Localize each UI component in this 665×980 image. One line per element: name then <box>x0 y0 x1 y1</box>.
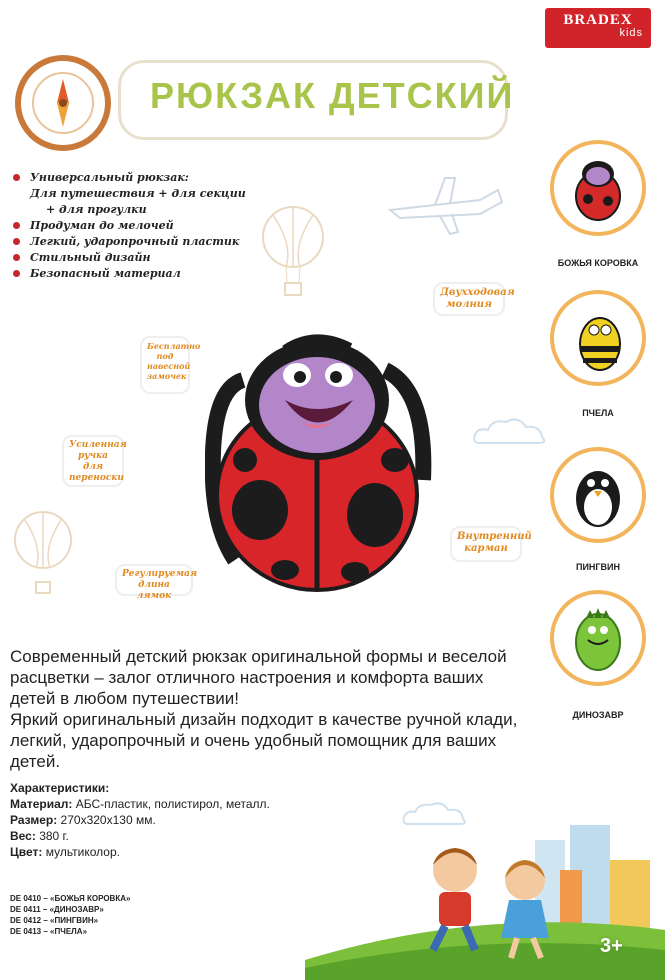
list-item: Безопасный материал <box>10 266 330 282</box>
brand-name: BRADEX <box>563 12 633 28</box>
specifications <box>10 780 340 860</box>
page-title: РЮКЗАК ДЕТСКИЙ <box>150 75 515 116</box>
spec-material: Материал: АБС-пластик, полистирол, металл. <box>10 797 270 811</box>
airplane-icon <box>380 170 510 240</box>
code-item: DE 0411 – «ДИНОЗАВР» <box>10 905 104 914</box>
variant-label: ПЧЕЛА <box>582 408 614 418</box>
description-paragraph: Современный детский рюкзак оригинальной формы и веселой расцветки – залог отличного настроения и комфорта ваших детей в любом путешествии! <box>10 647 507 708</box>
description <box>10 646 530 772</box>
brand-logo <box>545 8 651 48</box>
variant-label: ДИНОЗАВР <box>572 710 624 720</box>
ladybug-backpack <box>205 330 435 595</box>
variant-label: ПИНГВИН <box>575 562 620 572</box>
callout-straps: Регулируемая длина лямок <box>115 564 193 596</box>
list-item: + для прогулки <box>46 203 147 216</box>
callout-handle: Усиленная ручка для переноски <box>62 435 124 487</box>
variant-bee[interactable] <box>550 290 646 386</box>
specs-heading: Характеристики: <box>10 781 110 795</box>
balloon-icon <box>258 205 328 300</box>
spec-weight: Вес: 380 г. <box>10 829 69 843</box>
product-codes <box>10 893 210 937</box>
callout-pocket: Внутренний карман <box>450 526 522 562</box>
list-item: Для путешествия + для секции <box>30 187 246 200</box>
callout-lock: Бесплатно под навесной замочек <box>140 336 190 394</box>
balloon-icon <box>8 510 78 600</box>
code-item: DE 0410 – «БОЖЬЯ КОРОВКА» <box>10 894 131 903</box>
cloud-icon <box>470 415 550 449</box>
description-paragraph: Яркий оригинальный дизайн подходит в качестве ручной клади, легкий, ударопрочный и очень удобный помощник для ваших детей. <box>10 710 518 771</box>
list-item: Продуман до мелочей <box>10 218 330 234</box>
variant-ladybug[interactable] <box>550 140 646 236</box>
code-item: DE 0412 – «ПИНГВИН» <box>10 916 99 925</box>
compass-icon <box>15 55 111 151</box>
list-item: Универсальный рюкзак: <box>10 170 330 186</box>
variant-label: БОЖЬЯ КОРОВКА <box>557 258 639 268</box>
spec-color: Цвет: мультиколор. <box>10 845 120 859</box>
spec-size: Размер: 270х320х130 мм. <box>10 813 156 827</box>
brand-sub: kids <box>619 27 643 39</box>
callout-zipper: Двухходовая молния <box>433 282 505 316</box>
variant-penguin[interactable] <box>550 447 646 543</box>
code-item: DE 0413 – «ПЧЕЛА» <box>10 927 88 936</box>
age-badge: 3+ <box>600 935 623 957</box>
list-item: Легкий, ударопрочный пластик <box>10 234 330 250</box>
list-item: Стильный дизайн <box>10 250 330 266</box>
variant-dinosaur[interactable] <box>550 590 646 686</box>
